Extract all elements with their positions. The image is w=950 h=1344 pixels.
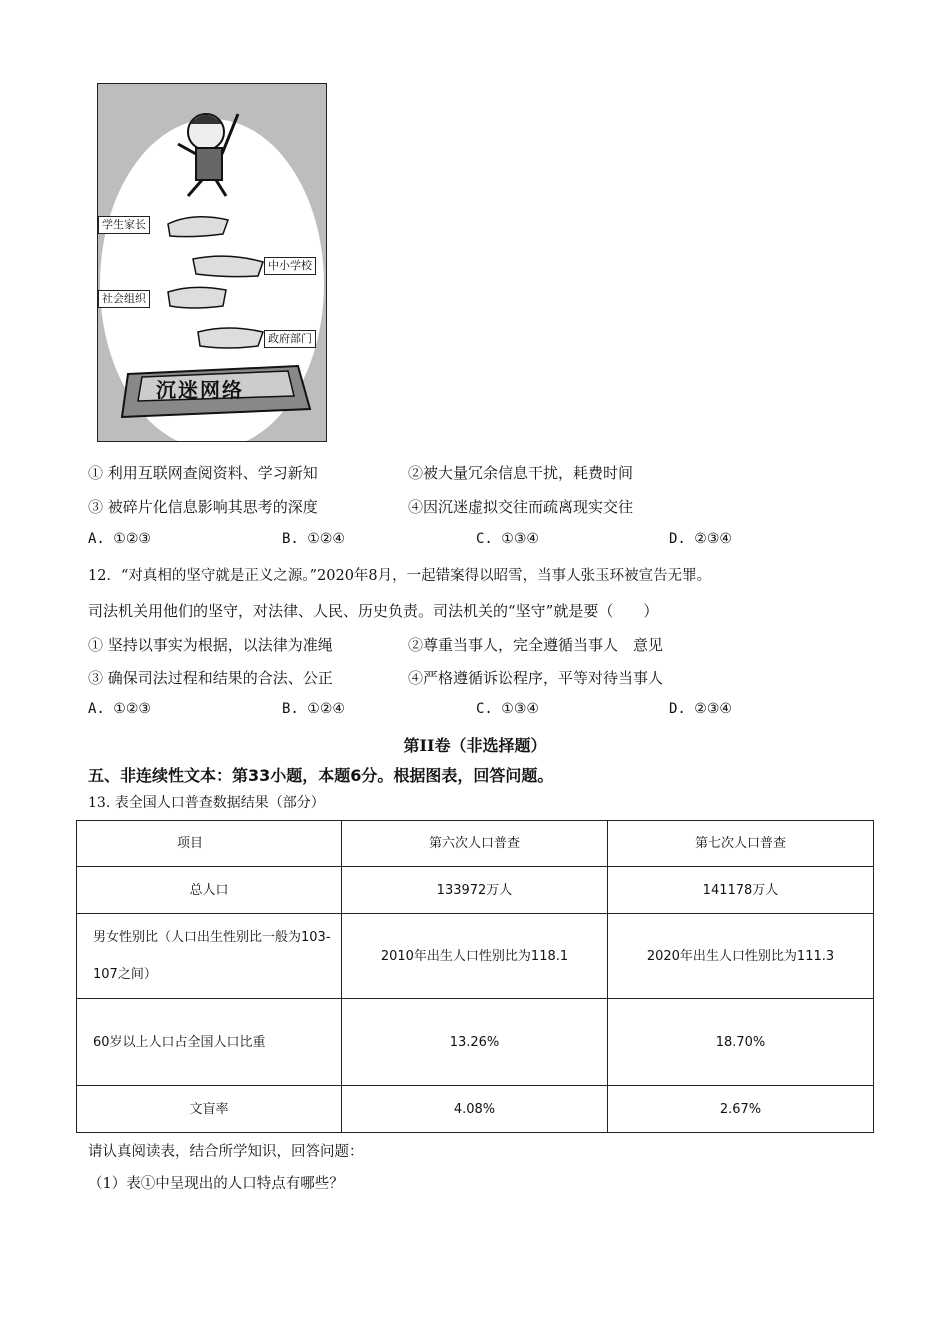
table-row — [77, 914, 874, 999]
table-cell: 文盲率 — [77, 1086, 342, 1133]
q12-stem-line1: 12．“对真相的坚守就是正义之源。”2020年8月，一起错案得以昭雪，当事人张玉环被宣告无罪。 — [88, 568, 712, 584]
q12-option-4: ④严格遵循诉讼程序，平等对待当事人 — [408, 669, 664, 687]
q13-title: 13. 表全国人口普查数据结果（部分） — [88, 795, 325, 811]
table-cell: 133972万人 — [342, 867, 608, 914]
q12-stem-line2: 司法机关用他们的坚守，对法律、人民、历史负责。司法机关的“坚守”就是要（ ） — [88, 602, 659, 620]
table-header-cell: 第六次人口普查 — [342, 821, 608, 867]
section-heading: 五、非连续性文本：第33小题，本题6分。根据图表，回答问题。 — [88, 766, 554, 785]
table-header-cell: 项目 — [77, 821, 342, 867]
table-cell: 18.70% — [608, 999, 874, 1086]
table-cell: 13.26% — [342, 999, 608, 1086]
table-cell: 60岁以上人口占全国人口比重 — [77, 999, 342, 1086]
q11-answer-c[interactable]: C. ①③④ — [476, 531, 539, 547]
table-cell: 2020年出生人口性别比为111.3 — [608, 914, 874, 999]
cartoon-label-social: 社会组织 — [98, 290, 150, 308]
cartoon-label-government: 政府部门 — [264, 330, 316, 348]
table-cell: 2010年出生人口性别比为118.1 — [342, 914, 608, 999]
table-row — [77, 999, 874, 1086]
table-header-row — [77, 821, 874, 867]
q11-answer-b[interactable]: B. ①②④ — [282, 531, 345, 547]
q11-answer-a[interactable]: A. ①②③ — [88, 531, 151, 547]
q11-answer-d[interactable]: D. ②③④ — [669, 531, 732, 547]
cartoon-label-parents: 学生家长 — [98, 216, 150, 234]
table-cell: 2.67% — [608, 1086, 874, 1133]
table-cell: 141178万人 — [608, 867, 874, 914]
table-cell: 总人口 — [77, 867, 342, 914]
q12-answer-d[interactable]: D. ②③④ — [669, 701, 732, 717]
volume-title: 第II卷（非选择题） — [403, 736, 547, 755]
q11-option-2: ②被大量冗余信息干扰，耗费时间 — [408, 464, 634, 482]
q12-option-2: ②尊重当事人，完全遵循当事人 意见 — [408, 636, 664, 654]
q13-instruction: 请认真阅读表，结合所学知识，回答问题： — [88, 1144, 364, 1160]
cartoon-label-schools: 中小学校 — [264, 257, 316, 275]
q12-answer-c[interactable]: C. ①③④ — [476, 701, 539, 717]
table-row — [77, 867, 874, 914]
q12-option-1: ① 坚持以事实为根据，以法律为准绳 — [88, 636, 333, 654]
census-table — [76, 820, 874, 1133]
q12-answer-b[interactable]: B. ①②④ — [282, 701, 345, 717]
table-row — [77, 1086, 874, 1133]
q11-option-3: ③ 被碎片化信息影响其思考的深度 — [88, 498, 318, 516]
table-cell: 4.08% — [342, 1086, 608, 1133]
table-cell: 男女性别比（人口出生性别比一般为103-107之间） — [77, 914, 342, 999]
q13-sub-question-1: （1）表①中呈现出的人口特点有哪些？ — [88, 1176, 344, 1192]
cartoon-banner: 沉迷网络 — [156, 378, 244, 402]
cartoon-image — [97, 83, 327, 442]
table-header-cell: 第七次人口普查 — [608, 821, 874, 867]
q11-option-1: ① 利用互联网查阅资料、学习新知 — [88, 464, 318, 482]
q12-option-3: ③ 确保司法过程和结果的合法、公正 — [88, 669, 333, 687]
q11-option-4: ④因沉迷虚拟交往而疏离现实交往 — [408, 498, 634, 516]
q12-answer-a[interactable]: A. ①②③ — [88, 701, 151, 717]
